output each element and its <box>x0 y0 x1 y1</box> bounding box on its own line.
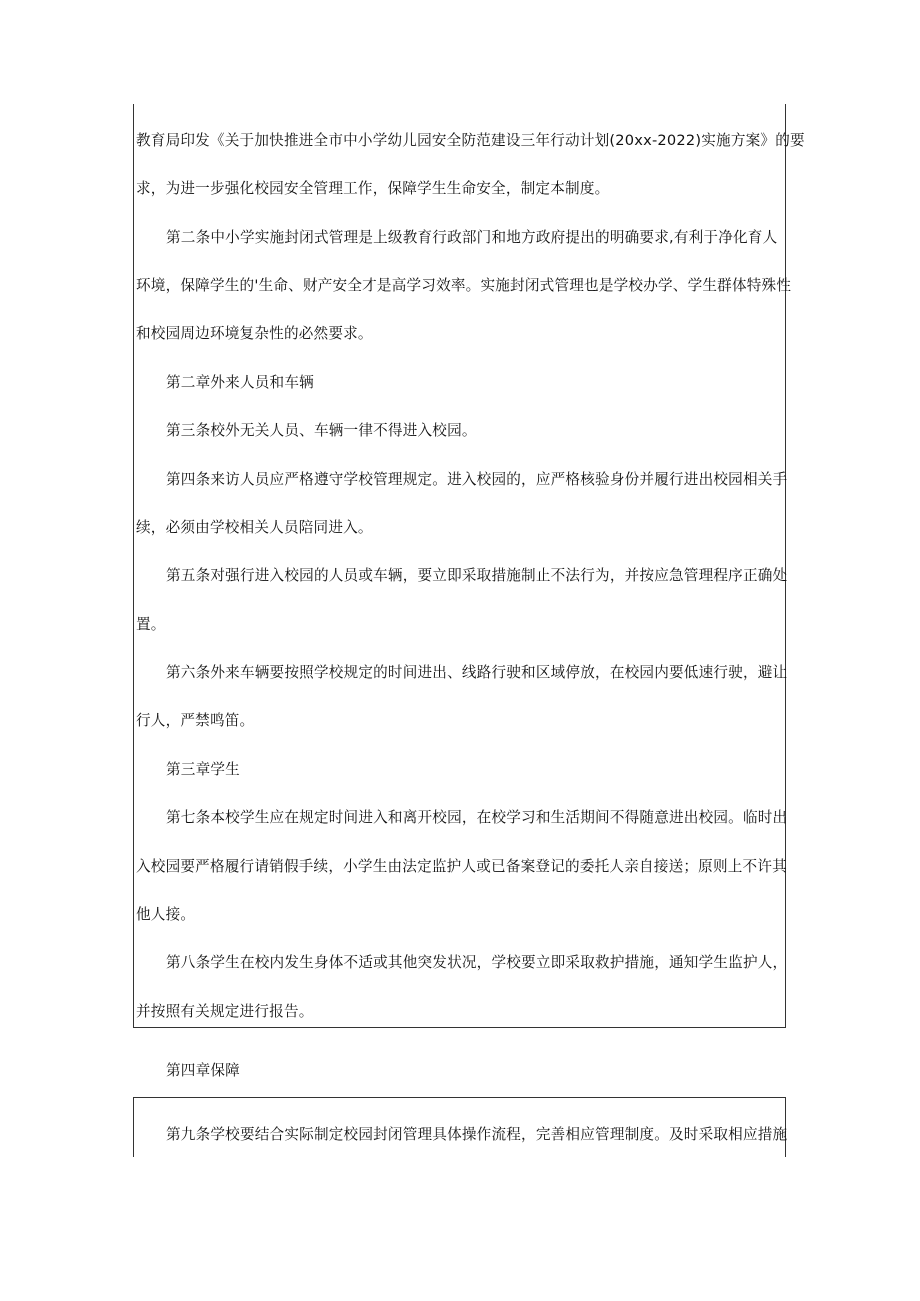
paragraph-line: 置。 <box>136 616 166 633</box>
paragraph-line: 第九条学校要结合实际制定校园封闭管理具体操作流程，完善相应管理制度。及时采取相应措施 <box>166 1126 788 1143</box>
chapter-heading: 第三章学生 <box>166 761 240 778</box>
paragraph-line: 第二条中小学实施封闭式管理是上级教育行政部门和地方政府提出的明确要求,有利于净化育人 <box>166 229 778 246</box>
paragraph-line: 第七条本校学生应在规定时间进入和离开校园，在校学习和生活期间不得随意进出校园。临时出 <box>166 809 788 826</box>
paragraph-line: 第八条学生在校内发生身体不适或其他突发状况，学校要立即采取救护措施，通知学生监护人， <box>166 954 788 971</box>
paragraph-line: 续，必须由学校相关人员陪同进入。 <box>136 519 373 536</box>
paragraph-line: 教育局印发《关于加快推进全市中小学幼儿园安全防范建设三年行动计划(20xx-2022)实施方案》的要 <box>136 132 805 149</box>
paragraph-line: 并按照有关规定进行报告。 <box>136 1003 314 1020</box>
paragraph-line: 行人，严禁鸣笛。 <box>136 712 255 729</box>
paragraph-line: 入校园要严格履行请销假手续，小学生由法定监护人或已备案登记的委托人亲自接送；原则上不许其 <box>136 858 787 875</box>
paragraph-line: 他人接。 <box>136 906 196 923</box>
paragraph-line: 第六条外来车辆要按照学校规定的时间进出、线路行驶和区域停放，在校园内要低速行驶，避让 <box>166 664 788 681</box>
paragraph-line: 第四条来访人员应严格遵守学校管理规定。进入校园的，应严格核验身份并履行进出校园相关手 <box>166 471 788 488</box>
paragraph-line: 第五条对强行进入校园的人员或车辆，要立即采取措施制止不法行为，并按应急管理程序正确处 <box>166 567 788 584</box>
paragraph-line: 第三条校外无关人员、车辆一律不得进入校园。 <box>166 422 477 439</box>
chapter-heading: 第二章外来人员和车辆 <box>166 374 314 391</box>
chapter-heading: 第四章保障 <box>166 1062 240 1079</box>
paragraph-line: 求，为进一步强化校园安全管理工作，保障学生生命安全，制定本制度。 <box>136 180 610 197</box>
paragraph-line: 环境，保障学生的'生命、财产安全才是高学习效率。实施封闭式管理也是学校办学、学生群体特殊性 <box>136 277 792 294</box>
paragraph-line: 和校园周边环境复杂性的必然要求。 <box>136 325 373 342</box>
